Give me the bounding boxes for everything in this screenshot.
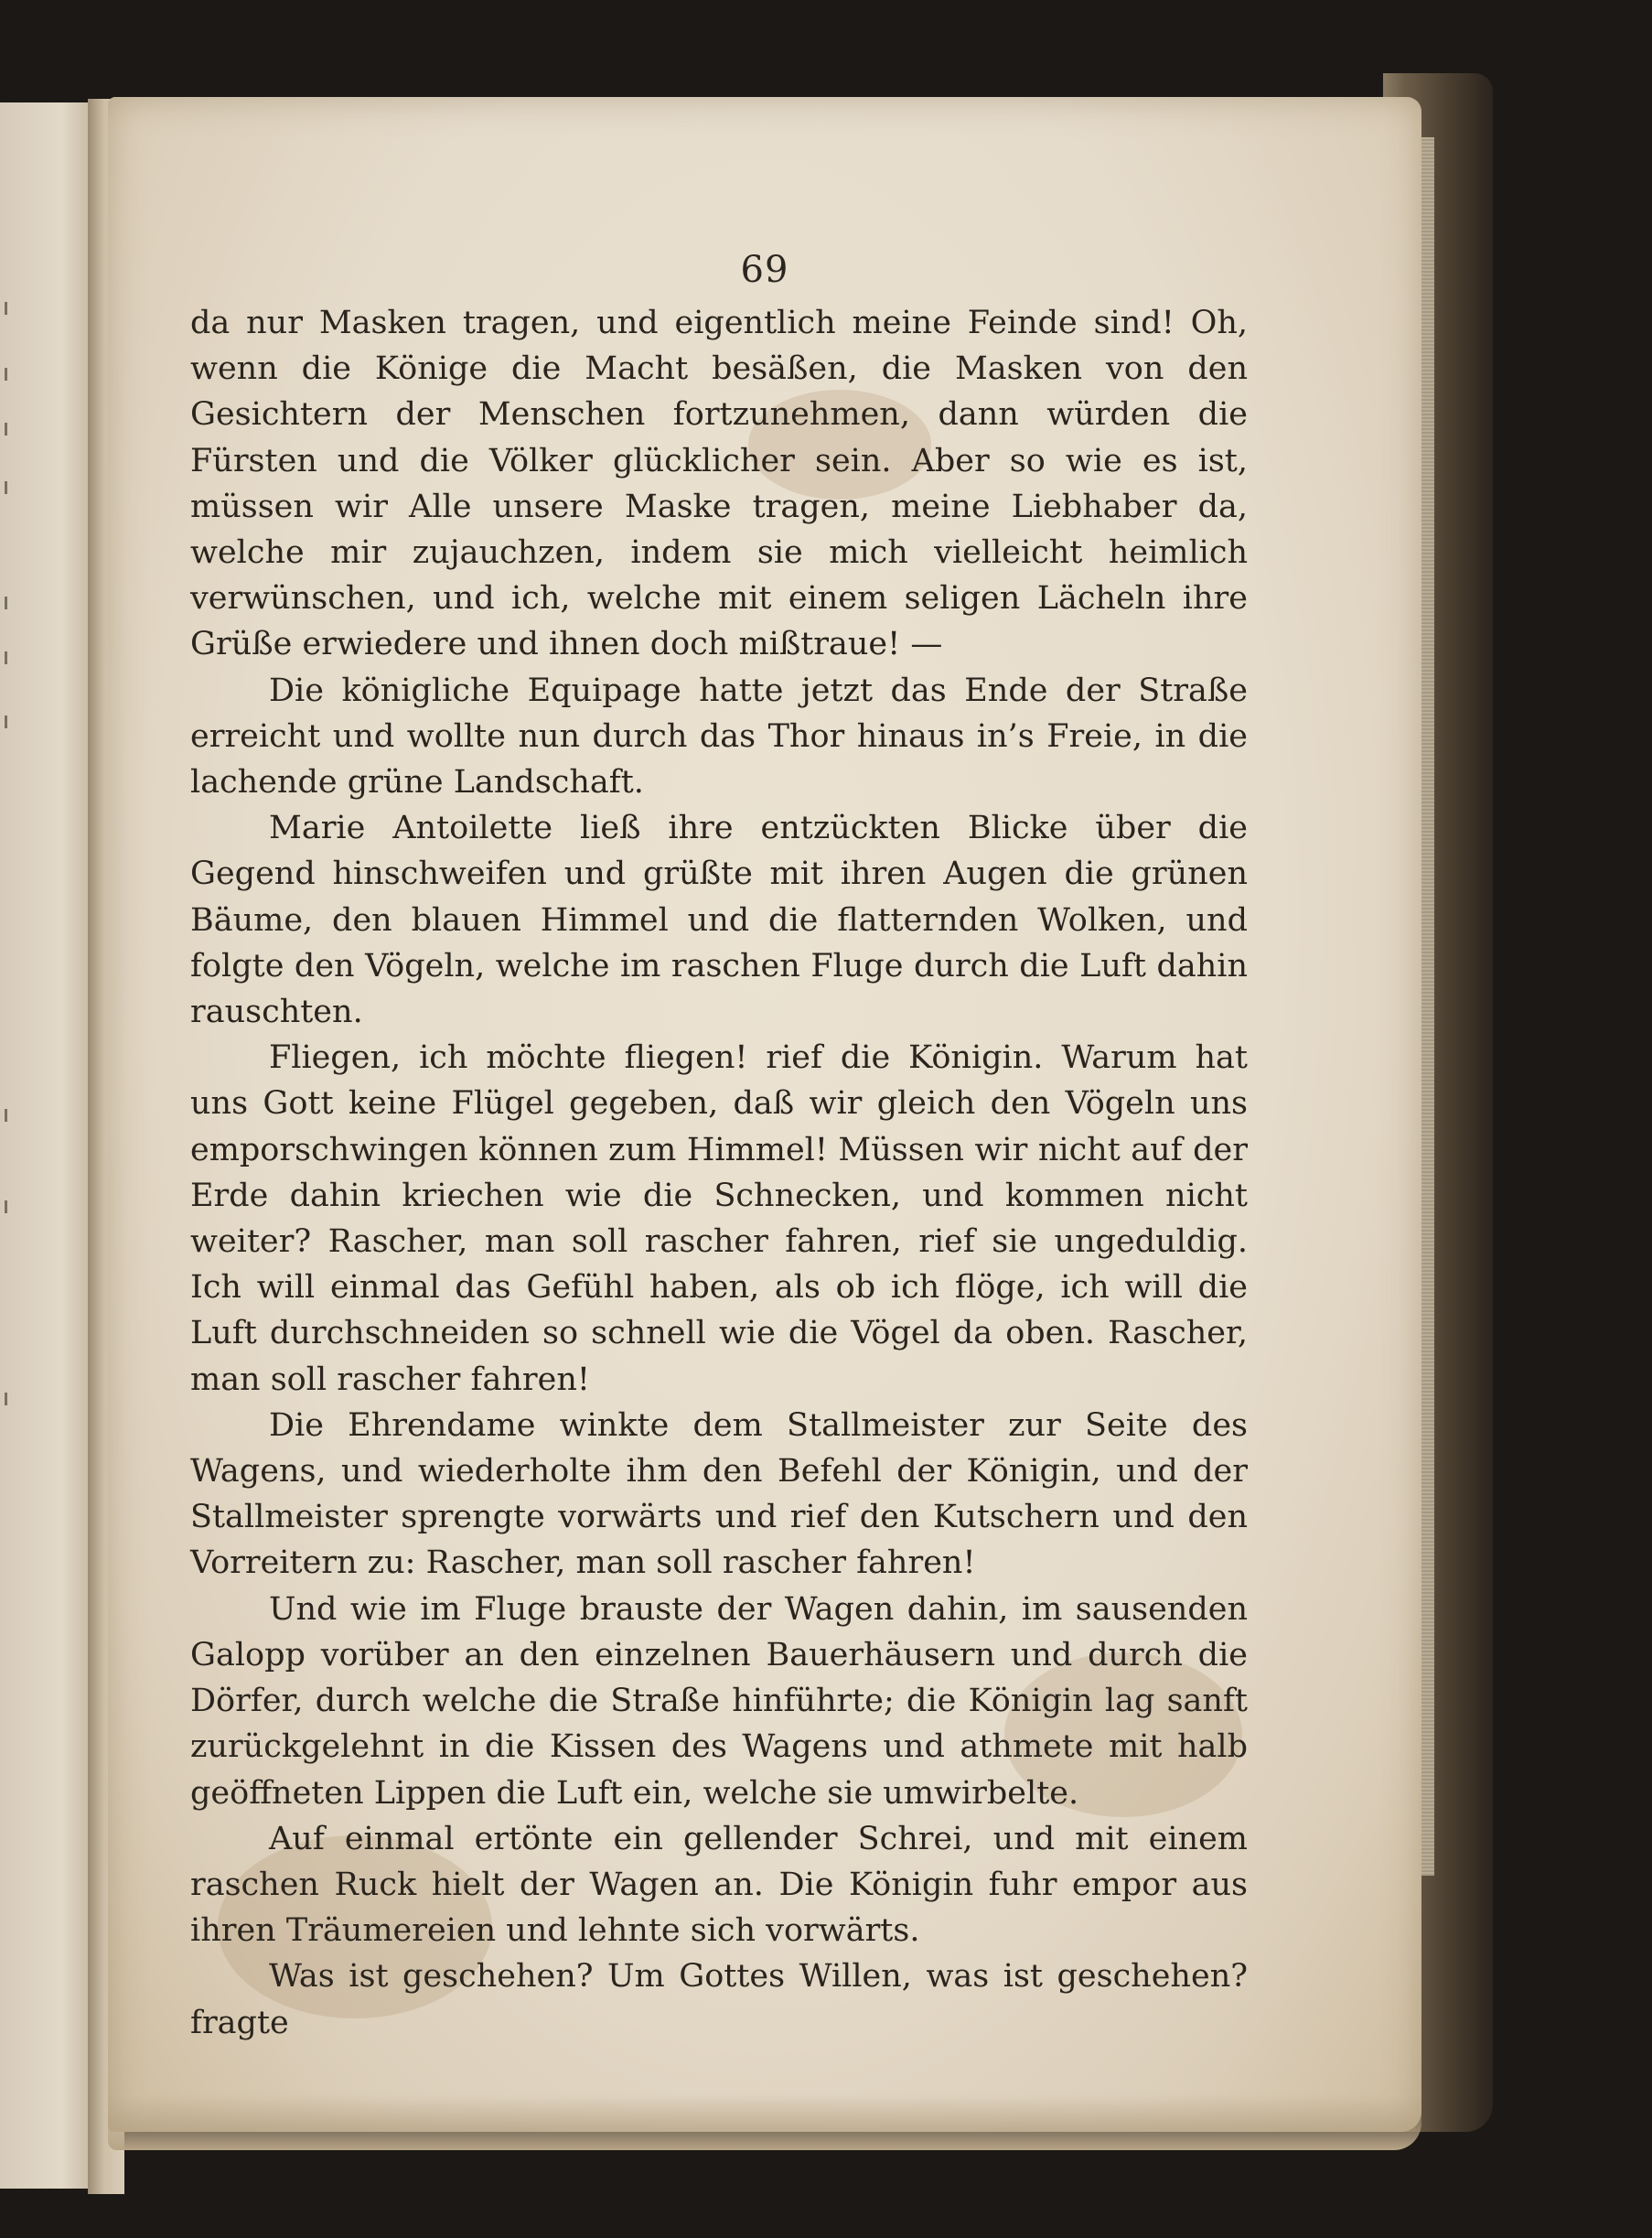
paragraph: Die Ehrendame winkte dem Stallmeister zur Seite des Wagens, und wiederholte ihm den Befehl der Königin, und der Stallmeister sprengte vorwärts und rief den Kutschern und den Vorreitern zu: Rascher, man soll rascher fahren! — [190, 1406, 1248, 1582]
book-page — [108, 97, 1421, 2132]
paragraph: Fliegen, ich möchte fliegen! rief die Königin. Warum hat uns Gott keine Flügel gegeben, daß wir gleich den Vögeln uns emporschwingen können zum Himmel! Müssen wir nicht auf der Erde dahin kriechen wie die Schnecken, und kommen nicht weiter? Rascher, man soll rascher fahren, rief sie ungeduldig. Ich will einmal das Gefühl haben, als ob ich flöge, ich will die Luft durchschneiden so schnell wie die Vögel da oben. Rascher, man soll rascher fahren! — [190, 1039, 1248, 1398]
page-bottom-edge — [108, 2095, 1421, 2150]
page-number: 69 — [740, 249, 789, 291]
paragraph: Und wie im Fluge brauste der Wagen dahin, im sausenden Galopp vorüber an den einzelnen Bauerhäusern und durch die Dörfer, durch welche die Straße hinführte; die Königin lag sanft zurückgelehnt in die Kissen des Wagens und athmete mit halb geöffneten Lippen die Luft ein, welche sie umwirbelte. — [190, 1590, 1248, 1812]
facing-page-edge — [0, 102, 90, 2189]
body-text — [190, 300, 1248, 2046]
paragraph: Was ist geschehen? Um Gottes Willen, was ist geschehen? fragte — [190, 1958, 1248, 2041]
paragraph: Die königliche Equipage hatte jetzt das Ende der Straße erreicht und wollte nun durch das Thor hinaus in’s Freie, in die lachende grüne Landschaft. — [190, 672, 1248, 802]
paragraph: da nur Masken tragen, und eigentlich meine Feinde sind! Oh, wenn die Könige die Macht besäßen, die Masken von den Gesichtern der Menschen fortzunehmen, dann würden die Fürsten und die Völker glücklicher sein. Aber so wie es ist, müssen wir Alle unsere Maske tragen, meine Liebhaber da, welche mir zujauchzen, indem sie mich vielleicht heimlich verwünschen, und ich, welche mit einem seligen Lächeln ihre Grüße erwiedere und ihnen doch mißtraue! — — [190, 305, 1248, 663]
paragraph: Marie Antoilette ließ ihre entzückten Blicke über die Gegend hinschweifen und grüßte mit ihren Augen die grünen Bäume, den blauen Himmel und die flatternden Wolken, und folgte den Vögeln, welche im raschen Fluge durch die Luft dahin rauschten. — [190, 810, 1248, 1031]
facing-page-text-fragments — [0, 102, 88, 2189]
paragraph: Auf einmal ertönte ein gellender Schrei, und mit einem raschen Ruck hielt der Wagen an. Die Königin fuhr empor aus ihren Träumereien und lehnte sich vorwärts. — [190, 1820, 1248, 1950]
